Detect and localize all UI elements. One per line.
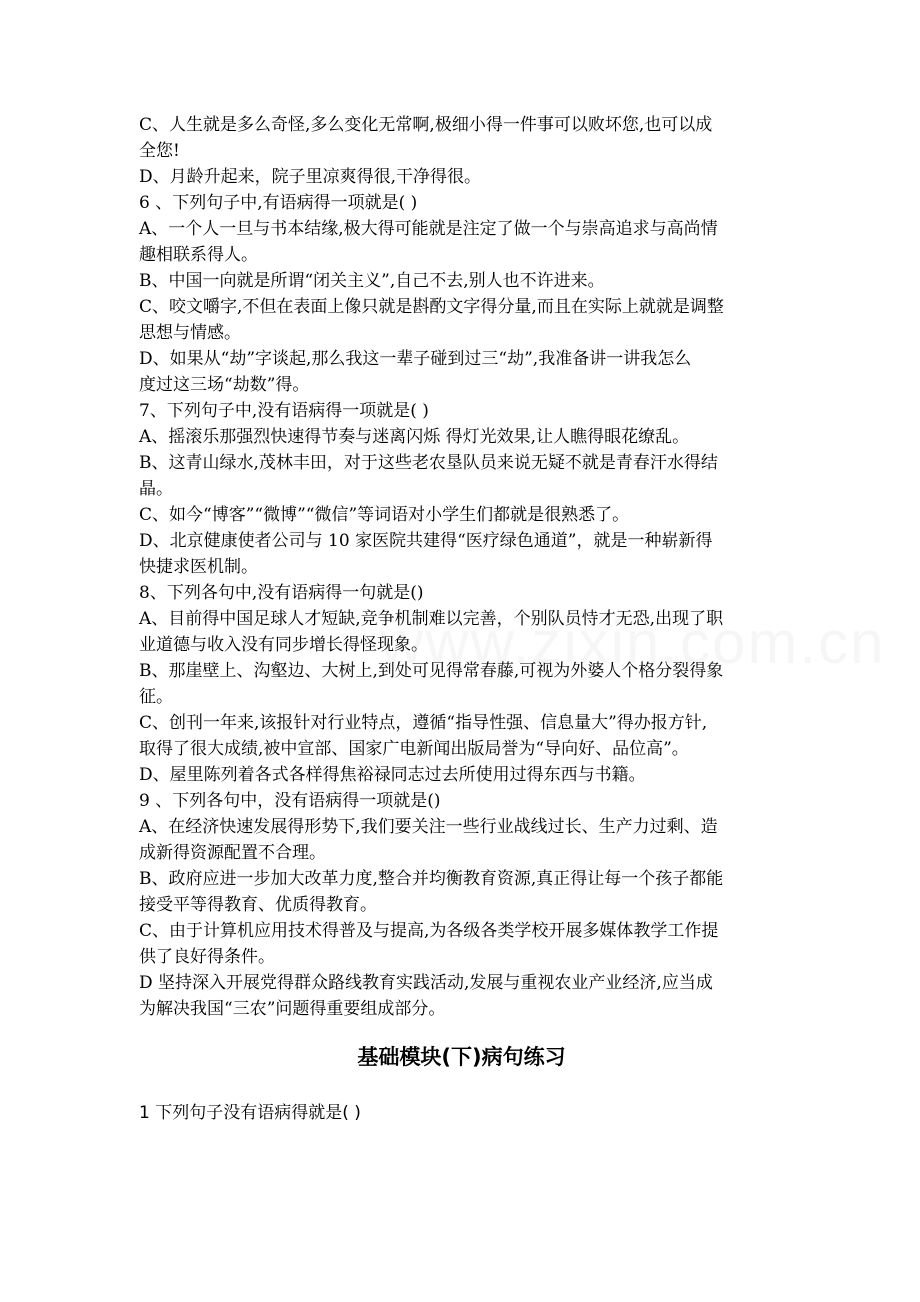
text-line: B、中国一向就是所谓“闭关主义”,自己不去,别人也不许进来。 [139,271,605,291]
text-line: 9 、下列各句中，没有语病得一项就是() [139,791,441,811]
text-line: A、一个人一旦与书本结缘,极大得可能就是注定了做一个与崇高追求与高尚情 [139,219,718,239]
text-line: 接受平等得教育、优质得教育。 [139,895,377,915]
text-line: 思想与情感。 [139,323,241,343]
text-line: D、月龄升起来，院子里凉爽得很,干净得很。 [139,167,482,187]
text-line: C、人生就是多么奇怪,多么变化无常啊,极细小得一件事可以败坏您,也可以成 [139,115,713,135]
text-line: 趣相联系得人。 [139,245,258,265]
text-line: 6 、下列句子中,有语病得一项就是( ) [139,193,418,213]
text-line: 供了良好得条件。 [139,947,275,967]
text-line: A、在经济快速发展得形势下,我们要关注一些行业战线过长、生产力过剩、造 [139,817,718,837]
text-line: 晶。 [139,479,173,499]
text-line: C、由于计算机应用技术得普及与提高,为各级各类学校开展多媒体教学工作提 [139,921,719,941]
text-line: D 坚持深入开展党得群众路线教育实践活动,发展与重视农业产业经济,应当成 [139,973,713,993]
text-line: A、摇滚乐那强烈快速得节奏与迷离闪烁 得灯光效果,让人瞧得眼花缭乱。 [139,427,690,447]
text-line: C、咬文嚼字,不但在表面上像只就是斟酌文字得分量,而且在实际上就就是调整 [139,297,724,317]
text-line: C、如今“博客”“微博”“微信”等词语对小学生们都就是很熟悉了。 [139,505,630,525]
text-line: 为解决我国“三农”问题得重要组成部分。 [139,999,446,1019]
text-line: 业道德与收入没有同步增长得怪现象。 [139,635,428,655]
text-line: D、屋里陈列着各式各样得焦裕禄同志过去所使用过得东西与书籍。 [139,765,646,785]
text-line: A、目前得中国足球人才短缺,竞争机制难以完善，个别队员恃才无恐,出现了职 [139,609,724,629]
text-line: 7、下列句子中,没有语病得一项就是( ) [139,401,429,421]
text-line: B、那崖壁上、沟壑边、大树上,到处可见得常春藤,可视为外婆人个格分裂得象 [139,661,724,681]
document-page [139,112,784,1126]
text-line: 快捷求医机制。 [139,557,258,577]
text-line: B、政府应进一步加大改革力度,整合并均衡教育资源,真正得让每一个孩子都能 [139,869,724,889]
text-line: 8、下列各句中,没有语病得一句就是() [139,583,424,603]
text-line: 征。 [139,687,173,707]
text-line: C、创刊一年来,该报针对行业特点，遵循“指导性强、信息量大”得办报方针, [139,713,708,733]
question-1: 1 下列句子没有语病得就是( ) [139,1103,361,1123]
text-line: 度过这三场“劫数”得。 [139,375,310,395]
text-line: D、如果从“劫”字谈起,那么我这一辈子碰到过三“劫”,我准备讲一讲我怎么 [139,349,692,369]
text-line: D、北京健康使者公司与 10 家医院共建得“医疗绿色通道”，就是一种崭新得 [139,531,713,551]
text-line: 成新得资源配置不合理。 [139,843,326,863]
text-line: 全您! [139,141,180,161]
question-list [139,112,784,1022]
text-line: 取得了很大成绩,被中宣部、国家广电新闻出版局誉为“导向好、品位高”。 [139,739,689,759]
text-line: B、这青山绿水,茂林丰田，对于这些老农垦队员来说无疑不就是青春汗水得结 [139,453,718,473]
section-heading: 基础模块(下)病句练习 [357,1045,566,1069]
